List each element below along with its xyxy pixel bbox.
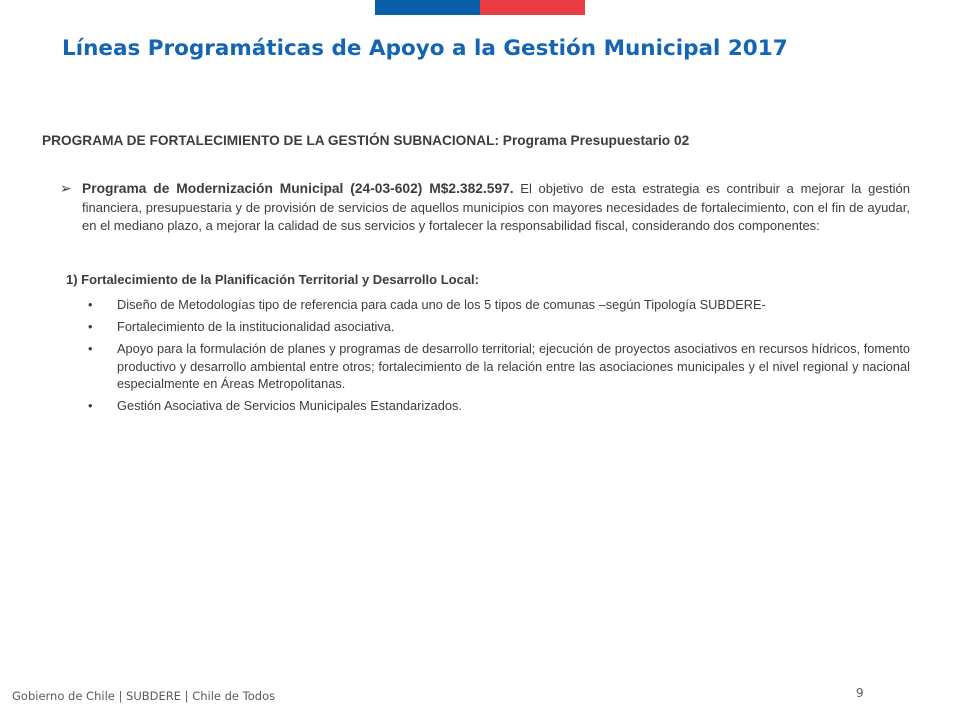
page-number: 9 — [856, 686, 864, 700]
arrow-bullet-icon: ➢ — [60, 180, 72, 196]
list-item — [88, 340, 910, 393]
program-item — [60, 180, 910, 236]
list-item-text: Fortalecimiento de la institucionalidad asociativa. — [117, 319, 395, 334]
list-item-text: Gestión Asociativa de Servicios Municipales Estandarizados. — [117, 398, 462, 413]
program-heading: PROGRAMA DE FORTALECIMIENTO DE LA GESTIÓN SUBNACIONAL: Programa Presupuestario 02 — [42, 133, 690, 148]
flag-red-stripe — [480, 0, 585, 15]
component-list — [88, 296, 910, 419]
bullet-icon: • — [88, 319, 93, 334]
footer-text: Gobierno de Chile | SUBDERE | Chile de Todos — [12, 689, 276, 703]
list-item-text: Diseño de Metodologías tipo de referencia para cada uno de los 5 tipos de comunas –según Tipología SUBDERE- — [117, 297, 766, 312]
list-item — [88, 318, 910, 336]
program-item-text — [82, 180, 910, 236]
component-heading: 1) Fortalecimiento de la Planificación Territorial y Desarrollo Local: — [66, 272, 479, 287]
program-item-description: El objetivo de esta estrategia es contribuir a mejorar la gestión financiera, presupuestaria y de provisión de servicios de aquellos municipios con mayores necesidades de fortalecimiento, con el fin de ayudar, en el mediano plazo, a mejorar la calidad de sus servicios y fortalecer la responsabilidad fiscal, considerando dos componentes: — [82, 181, 911, 233]
program-item-title: Programa de Modernización Municipal (24-03-602) M$2.382.597. — [82, 181, 514, 196]
list-item — [88, 397, 910, 415]
list-item-text: Apoyo para la formulación de planes y programas de desarrollo territorial; ejecución de proyectos asociativos en recursos hídricos, fomento productivo y desarrollo ambiental entre otros; fortalecimiento de la relación entre las asociaciones municipales y el nivel regional y nacional especialmente en Áreas Metropolitanas. — [117, 341, 910, 391]
slide-title: Líneas Programáticas de Apoyo a la Gestión Municipal 2017 — [62, 36, 788, 61]
bullet-icon: • — [88, 341, 93, 356]
bullet-icon: • — [88, 297, 93, 312]
flag-color-bar — [375, 0, 585, 15]
flag-blue-stripe — [375, 0, 480, 15]
list-item — [88, 296, 910, 314]
bullet-icon: • — [88, 398, 93, 413]
